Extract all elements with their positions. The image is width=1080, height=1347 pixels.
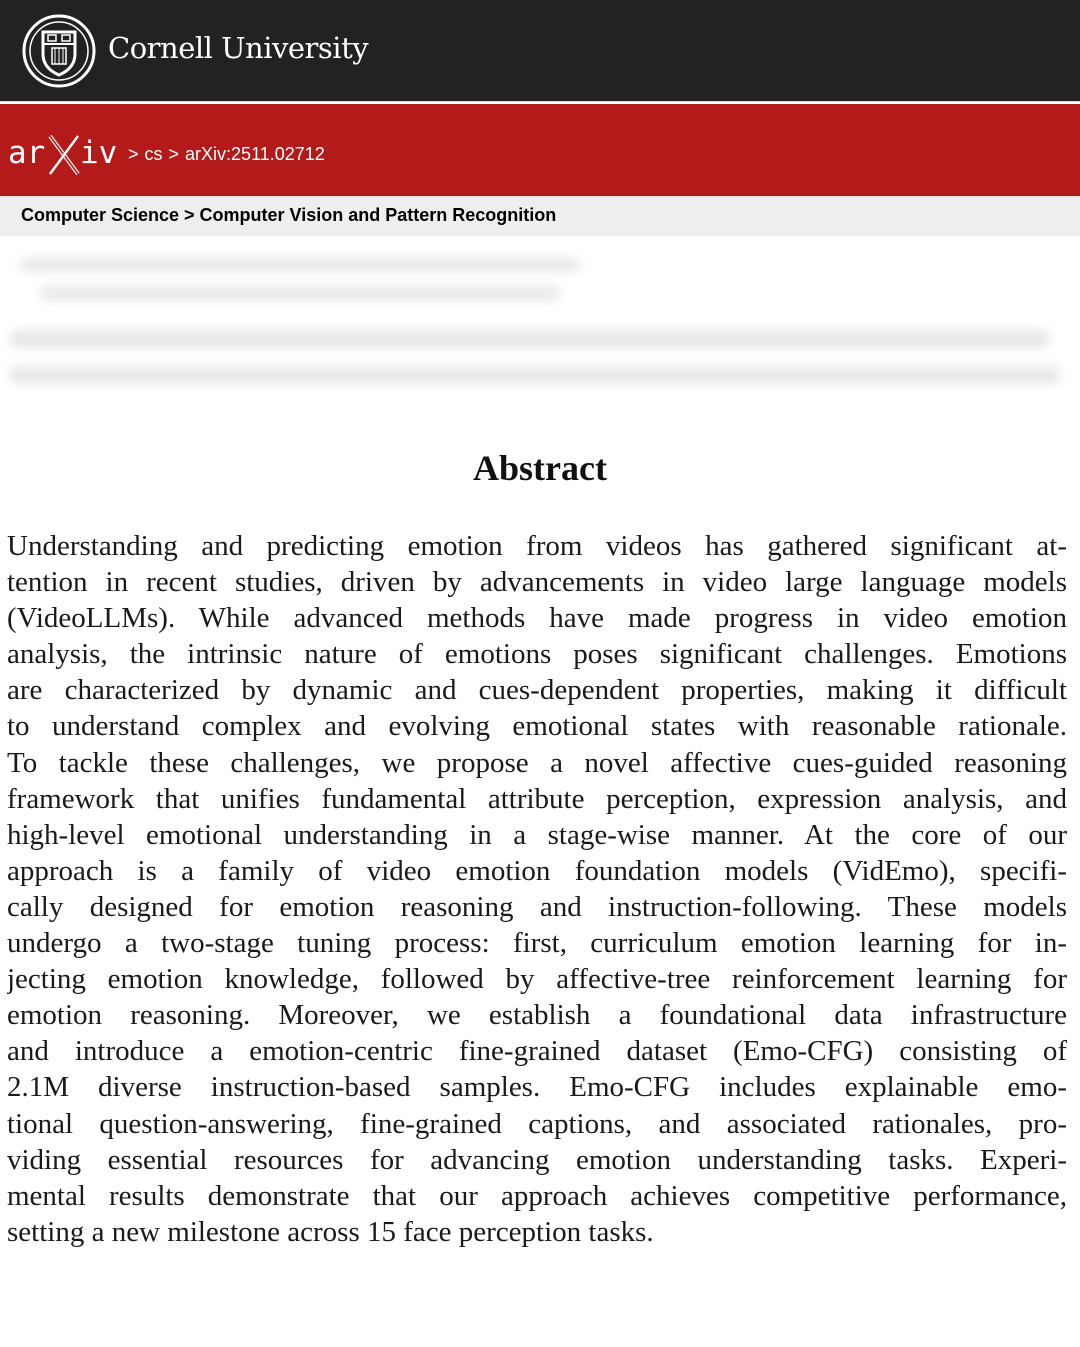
abstract-body <box>7 528 1067 1250</box>
abstract-line: jecting emotion knowledge, followed by affective-tree reinforcement learning for <box>7 963 1067 996</box>
abstract-line: analysis, the intrinsic nature of emotions poses significant challenges. Emotions <box>7 638 1067 671</box>
abstract-line: Understanding and predicting emotion from videos has gathered significant at- <box>7 530 1067 562</box>
abstract-line: emotion reasoning. Moreover, we establish a foundational data infrastructure <box>7 999 1067 1032</box>
abstract-line: tention in recent studies, driven by advancements in video large language models <box>7 566 1067 599</box>
abstract-line: and introduce a emotion-centric fine-grained dataset (Emo-CFG) consisting of <box>7 1035 1067 1068</box>
abstract-line: undergo a two-stage tuning process: first, curriculum emotion learning for in- <box>7 927 1067 960</box>
subject-category: Computer Science > Computer Vision and Pattern Recognition <box>21 205 557 225</box>
arxiv-logo-icon[interactable] <box>8 132 120 176</box>
blurred-text-line <box>20 258 580 272</box>
abstract-line: to understand complex and evolving emotional states with reasonable rationale. <box>7 710 1067 743</box>
svg-text:iv: iv <box>80 135 118 171</box>
breadcrumb-paper-id: arXiv:2511.02712 <box>185 144 325 164</box>
breadcrumb-cs-link[interactable]: cs <box>144 144 163 164</box>
abstract-line: (VideoLLMs). While advanced methods have made progress in video emotion <box>7 602 1067 635</box>
abstract-heading: Abstract <box>473 448 607 488</box>
svg-text:ar: ar <box>8 135 46 171</box>
blurred-text-line <box>10 330 1050 348</box>
breadcrumb <box>122 144 325 165</box>
abstract-line: 2.1M diverse instruction-based samples. Emo-CFG includes explainable emo- <box>7 1071 1067 1104</box>
blurred-text-line <box>40 286 560 300</box>
abstract-line: mental results demonstrate that our approach achieves competitive performance, <box>7 1179 1067 1212</box>
abstract-line: framework that unifies fundamental attribute perception, expression analysis, and <box>7 782 1067 815</box>
blurred-text-line <box>10 366 1060 384</box>
abstract-line: To tackle these challenges, we propose a novel affective cues-guided reasoning <box>7 746 1067 779</box>
breadcrumb-separator: > <box>168 144 180 164</box>
abstract-line: setting a new milestone across 15 face perception tasks. <box>7 1215 654 1248</box>
abstract-line: are characterized by dynamic and cues-dependent properties, making it difficult <box>7 674 1067 707</box>
institution-name[interactable]: Cornell University <box>108 31 369 65</box>
cornell-seal-icon[interactable] <box>22 14 96 88</box>
abstract-line: cally designed for emotion reasoning and instruction-following. These models <box>7 890 1067 923</box>
blurred-page-region <box>0 244 1080 414</box>
breadcrumb-separator: > <box>128 144 139 164</box>
abstract-line: approach is a family of video emotion foundation models (VidEmo), specifi- <box>7 854 1067 887</box>
abstract-line: viding essential resources for advancing emotion understanding tasks. Experi- <box>7 1143 1067 1176</box>
abstract-line: tional question-answering, fine-grained captions, and associated rationales, pro- <box>7 1107 1067 1140</box>
abstract-line: high-level emotional understanding in a stage-wise manner. At the core of our <box>7 818 1067 851</box>
